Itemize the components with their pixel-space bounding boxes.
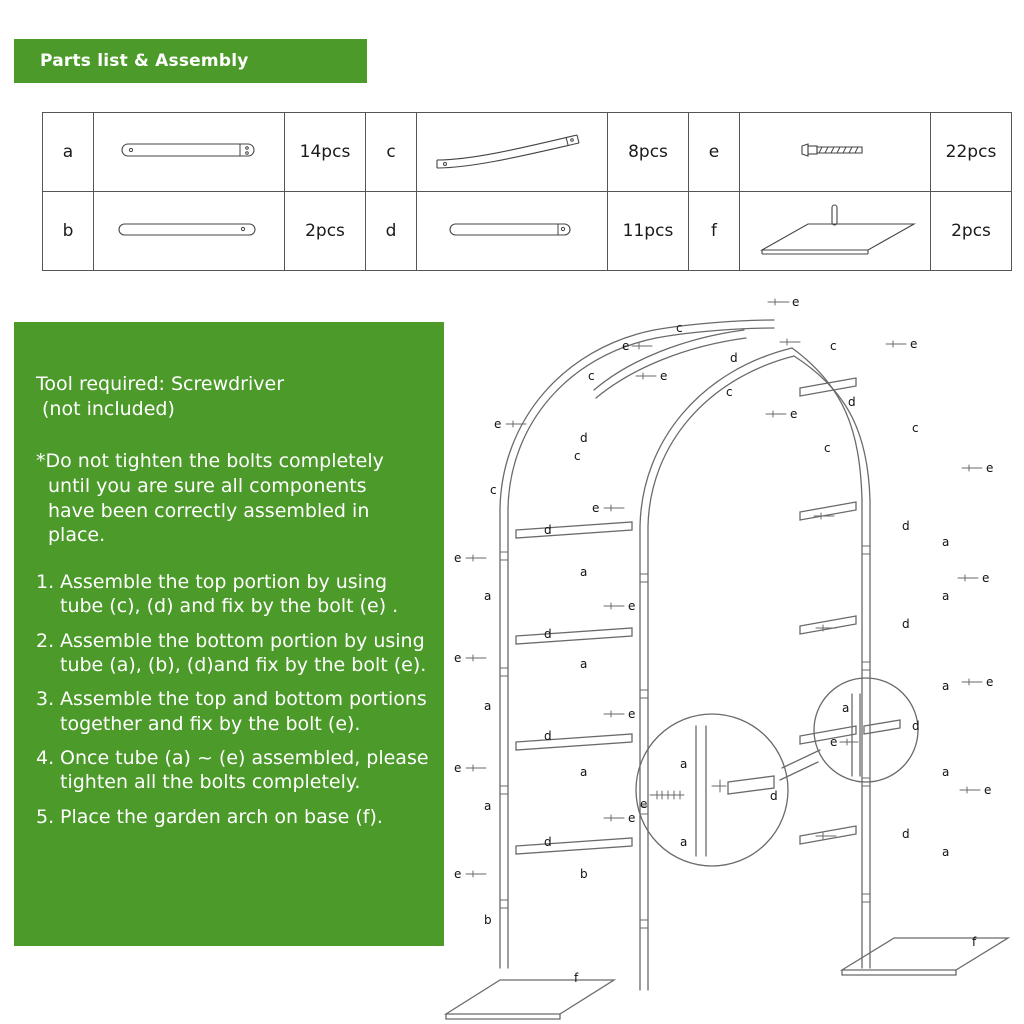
step-number: 4. (36, 747, 55, 769)
tool-required-sub: (not included) (42, 397, 175, 420)
list-item (36, 746, 432, 795)
tool-required-text (36, 372, 444, 421)
label-e: e (454, 761, 462, 775)
label-e: e (792, 295, 800, 309)
label-e: e (628, 599, 636, 613)
step-number: 3. (36, 688, 55, 711)
step-number: 2. (36, 629, 55, 652)
label-d: d (912, 719, 920, 733)
parts-list-table (42, 112, 1012, 271)
part-letter-d: d (366, 192, 417, 271)
list-item (36, 629, 432, 678)
label-e: e (984, 783, 992, 797)
note-line-1: *Do not tighten the bolts completely (36, 450, 384, 473)
label-e: e (454, 651, 462, 665)
bolt-screw-icon (790, 136, 880, 164)
step-text: Place the garden arch on base (f). (60, 805, 383, 828)
part-qty-f: 2pcs (931, 192, 1012, 271)
label-a: a (942, 845, 950, 859)
assembly-diagram (444, 290, 1024, 1024)
label-a: a (580, 765, 588, 779)
note-line-3: have been correctly assembled in (48, 499, 370, 522)
part-qty-c: 8pcs (608, 113, 689, 192)
label-a: a (580, 657, 588, 671)
note-line-2: until you are sure all components (48, 475, 367, 498)
list-item (36, 805, 432, 829)
part-figure-c (417, 113, 608, 192)
label-e: e (454, 551, 462, 565)
label-e: e (982, 571, 990, 585)
table-row (43, 192, 1012, 271)
label-d: d (544, 627, 552, 641)
label-a: a (942, 765, 950, 779)
label-e: e (628, 707, 636, 721)
part-letter-c: c (366, 113, 417, 192)
flat-base-plate-icon (748, 198, 923, 260)
label-f: f (574, 971, 579, 985)
label-b: b (484, 913, 492, 927)
label-a: a (942, 535, 950, 549)
label-d: d (902, 617, 910, 631)
assembly-steps-list (36, 570, 432, 829)
list-item (36, 687, 432, 736)
label-c: c (830, 339, 837, 353)
part-figure-b (94, 192, 285, 271)
step-text: Once tube (a) ~ (e) assembled, please tighten all the bolts completely. (60, 747, 429, 794)
straight-tube-with-two-end-holes-icon (114, 132, 264, 168)
label-c: c (588, 369, 595, 383)
label-b: b (580, 867, 588, 881)
table-row (43, 113, 1012, 192)
bolt-warning-note (36, 449, 426, 548)
label-c: c (726, 385, 733, 399)
label-c: c (574, 449, 581, 463)
label-a: a (680, 757, 688, 771)
label-e: e (660, 369, 668, 383)
label-a: a (580, 565, 588, 579)
part-figure-e (740, 113, 931, 192)
label-d: d (848, 395, 856, 409)
part-qty-d: 11pcs (608, 192, 689, 271)
label-d: d (770, 789, 778, 803)
step-text: Assemble the bottom portion by using tube (a), (b), (d)and fix by the bolt (e). (60, 629, 427, 677)
part-qty-a: 14pcs (285, 113, 366, 192)
label-e: e (986, 675, 994, 689)
label-d: d (544, 835, 552, 849)
part-letter-f: f (689, 192, 740, 271)
label-e: e (986, 461, 994, 475)
step-number: 5. (36, 805, 55, 828)
label-a: a (484, 799, 492, 813)
label-e: e (910, 337, 918, 351)
short-tube-with-hole-icon (432, 211, 592, 247)
label-a: a (680, 835, 688, 849)
label-a: a (842, 701, 850, 715)
part-figure-a (94, 113, 285, 192)
label-a: a (484, 699, 492, 713)
label-e: e (790, 407, 798, 421)
label-d: d (544, 729, 552, 743)
list-item (36, 570, 432, 619)
step-text: Assemble the top portion by using tube (c), (d) and fix by the bolt (e) . (60, 571, 399, 618)
label-e: e (592, 501, 600, 515)
straight-tube-single-hole-icon (114, 211, 264, 247)
part-letter-a: a (43, 113, 94, 192)
header-banner (14, 39, 367, 83)
garden-arch-diagram-svg (444, 290, 1024, 1024)
part-letter-b: b (43, 192, 94, 271)
step-number: 1. (36, 571, 55, 594)
instructions-panel (14, 322, 444, 946)
label-a: a (484, 589, 492, 603)
label-e: e (628, 811, 636, 825)
label-d: d (730, 351, 738, 365)
label-c: c (824, 441, 831, 455)
label-e: e (494, 417, 502, 431)
label-a: a (942, 589, 950, 603)
part-figure-f (740, 192, 931, 271)
label-d: d (544, 523, 552, 537)
part-letter-e: e (689, 113, 740, 192)
curved-tube-icon (427, 126, 597, 174)
label-e: e (830, 735, 838, 749)
part-qty-e: 22pcs (931, 113, 1012, 192)
label-a: a (942, 679, 950, 693)
label-f: f (972, 935, 977, 949)
label-c: c (490, 483, 497, 497)
label-e: e (622, 339, 630, 353)
part-qty-b: 2pcs (285, 192, 366, 271)
label-e: e (454, 867, 462, 881)
step-text: Assemble the top and bottom portions together and fix by the bolt (e). (60, 688, 427, 735)
label-d: d (902, 519, 910, 533)
label-e: e (640, 797, 648, 811)
label-c: c (912, 421, 919, 435)
page-title: Parts list & Assembly (40, 51, 249, 71)
part-figure-d (417, 192, 608, 271)
tool-required-line: Tool required: Screwdriver (36, 373, 285, 395)
label-d: d (902, 827, 910, 841)
label-c: c (676, 321, 683, 335)
note-line-4: place. (48, 524, 106, 547)
label-d: d (580, 431, 588, 445)
